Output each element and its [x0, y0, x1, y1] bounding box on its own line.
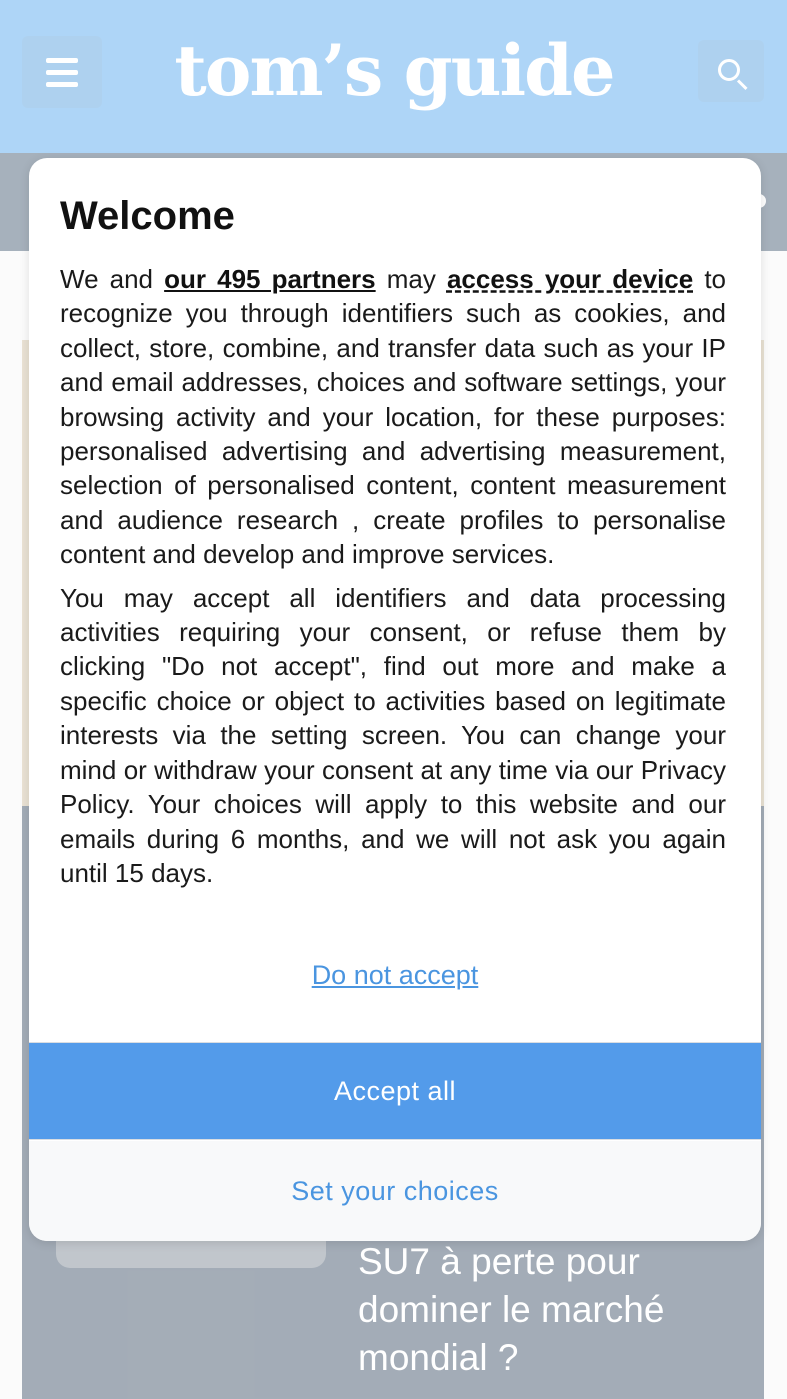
access-device-link[interactable]: access your device [446, 264, 694, 294]
set-choices-button[interactable]: Set your choices [29, 1141, 761, 1241]
intro-mid: may [375, 264, 447, 294]
consent-paragraph-2: You may accept all identifiers and data processing activities requiring your consent, or refuse them by clicking "Do not accept", find out more and make a specific choice or object to activities based on legitimate interests via the setting screen. You can change your mind or withdraw your consent at any time via our Privacy Policy. Your choices will apply to this website and our emails during 6 months, and we will not ask you again until 15 days. [60, 582, 726, 888]
consent-paragraph-1 [60, 262, 726, 572]
dialog-title: Welcome [60, 194, 235, 238]
intro-pre: We and [60, 264, 165, 294]
partners-link[interactable]: our 495 partners [164, 264, 376, 294]
do-not-accept-link[interactable]: Do not accept [311, 960, 479, 990]
consent-text [60, 262, 726, 890]
accept-all-button[interactable]: Accept all [29, 1042, 761, 1140]
consent-dialog [29, 158, 761, 1241]
intro-post: to recognize you through identifiers such as cookies, and collect, store, combine, and transfer data such as your IP and email addresses, choices and software settings, your browsing activity and your location, for these purposes: personalised advertising and advertising measurement, selection of personalised content, content measurement and audience research , create profiles to personalise content and develop and improve services. [60, 264, 727, 570]
